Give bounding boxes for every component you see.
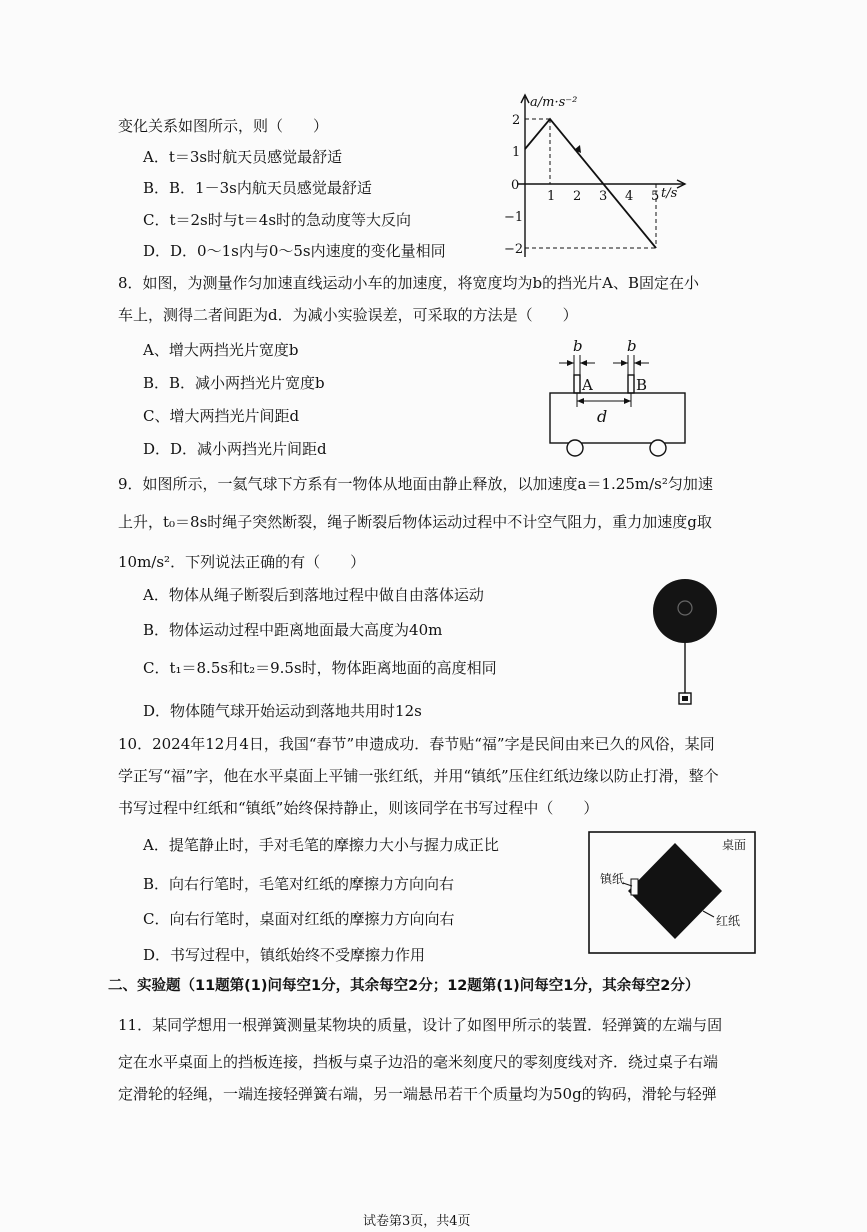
q9-stem-line2: 上升，t₀＝8s时绳子突然断裂，绳子断裂后物体运动过程中不计空气阻力，重力加速度g取 bbox=[118, 513, 712, 531]
width-label-a: b bbox=[573, 337, 583, 355]
desk-label: 桌面 bbox=[722, 838, 747, 852]
paperweight-label: 镇纸 bbox=[600, 872, 625, 886]
x-tick-5: 5 bbox=[651, 189, 660, 204]
q7-stem-tail: 变化关系如图所示，则（ ） bbox=[118, 117, 329, 135]
shutter-a bbox=[574, 375, 580, 393]
q10-stem-line3: 书写过程中红纸和“镇纸”始终保持静止，则该同学在书写过程中（ ） bbox=[118, 799, 599, 817]
q11-stem-line2: 定在水平桌面上的挡板连接，挡板与桌子边沿的毫米刻度尺的零刻度线对齐．绕过桌子右端 bbox=[118, 1053, 719, 1071]
q8-cart-figure bbox=[545, 335, 695, 460]
q9-balloon-figure bbox=[650, 575, 725, 710]
q7-option-a: A．t＝3s时航天员感觉最舒适 bbox=[143, 148, 343, 166]
paper-label: 红纸 bbox=[716, 914, 741, 928]
q9-stem-line3: 10m/s²．下列说法正确的有（ ） bbox=[118, 553, 366, 571]
y-axis-label: a/m·s⁻² bbox=[530, 95, 578, 110]
q8-option-c: C、增大两挡光片间距d bbox=[143, 407, 300, 425]
cart-wheel-right bbox=[650, 440, 666, 456]
q10-option-d: D．书写过程中，镇纸始终不受摩擦力作用 bbox=[143, 946, 426, 964]
q10-desk-figure bbox=[588, 831, 758, 956]
q11-stem-line3: 定滑轮的轻绳，一端连接轻弹簧右端，另一端悬吊若干个质量均为50g的钩码，滑轮与轻弹 bbox=[118, 1085, 717, 1103]
q10-stem-line2: 学正写“福”字，他在水平桌面上平铺一张红纸，并用“镇纸”压住红纸边缘以防止打滑，整个 bbox=[118, 767, 719, 785]
q8-option-b: B．B．减小两挡光片宽度b bbox=[143, 374, 325, 392]
helium-balloon bbox=[653, 579, 717, 643]
y-tick-m2: −2 bbox=[504, 242, 524, 257]
x-tick-4: 4 bbox=[625, 189, 634, 204]
page-footer: 试卷第3页，共4页 bbox=[363, 1214, 471, 1229]
paperweight bbox=[631, 879, 638, 895]
distance-label: d bbox=[597, 407, 608, 426]
x-tick-1: 1 bbox=[547, 189, 556, 204]
shutter-b bbox=[628, 375, 634, 393]
q8-option-d: D．D．减小两挡光片间距d bbox=[143, 440, 327, 458]
q9-option-a: A．物体从绳子断裂后到落地过程中做自由落体运动 bbox=[143, 586, 484, 604]
q8-stem-line2: 车上，测得二者间距为d．为减小实验误差，可采取的方法是（ ） bbox=[118, 306, 578, 324]
q7-acceleration-graph bbox=[490, 92, 690, 257]
shutter-a-label: A bbox=[582, 376, 593, 394]
q10-option-a: A．提笔静止时，手对毛笔的摩擦力大小与握力成正比 bbox=[143, 836, 499, 854]
origin-label: 0 bbox=[511, 178, 520, 193]
y-tick-1: 1 bbox=[512, 145, 521, 160]
q7-option-c: C．t＝2s时与t＝4s时的急动度等大反向 bbox=[143, 211, 412, 229]
q9-option-c: C．t₁＝8.5s和t₂＝9.5s时，物体距离地面的高度相同 bbox=[143, 659, 497, 677]
shutter-b-label: B bbox=[636, 376, 648, 394]
q8-option-a: A、增大两挡光片宽度b bbox=[143, 341, 299, 359]
x-tick-3: 3 bbox=[599, 189, 608, 204]
cart-wheel-left bbox=[567, 440, 583, 456]
section2-heading: 二、实验题（11题第(1)问每空1分，其余每空2分；12题第(1)问每空1分，其余每空2分） bbox=[108, 978, 700, 994]
q9-stem-line1: 9．如图所示，一氦气球下方系有一物体从地面由静止释放，以加速度a＝1.25m/s²匀加速 bbox=[118, 475, 713, 493]
q11-stem-line1: 11．某同学想用一根弹簧测量某物块的质量，设计了如图甲所示的装置．轻弹簧的左端与固 bbox=[118, 1016, 723, 1034]
q10-option-b: B．向右行笔时，毛笔对红纸的摩擦力方向向右 bbox=[143, 875, 455, 893]
q7-option-b: B．B．1－3s内航天员感觉最舒适 bbox=[143, 179, 372, 197]
q7-option-d: D．D．0～1s内与0～5s内速度的变化量相同 bbox=[143, 242, 446, 260]
q8-stem-line1: 8．如图，为测量作匀加速直线运动小车的加速度，将宽度均为b的挡光片A、B固定在小 bbox=[118, 274, 700, 292]
q10-stem-line1: 10．2024年12月4日，我国“春节”申遗成功．春节贴“福”字是民间由来已久的风俗，某同 bbox=[118, 735, 715, 753]
y-tick-2: 2 bbox=[512, 113, 521, 128]
x-tick-2: 2 bbox=[573, 189, 582, 204]
width-label-b: b bbox=[627, 337, 637, 355]
q9-option-b: B．物体运动过程中距离地面最大高度为40m bbox=[143, 621, 443, 639]
y-tick-m1: −1 bbox=[504, 210, 524, 225]
q10-option-c: C．向右行笔时，桌面对红纸的摩擦力方向向右 bbox=[143, 910, 455, 928]
x-axis-label: t/s bbox=[661, 186, 678, 201]
q9-option-d: D．物体随气球开始运动到落地共用时12s bbox=[143, 702, 422, 720]
